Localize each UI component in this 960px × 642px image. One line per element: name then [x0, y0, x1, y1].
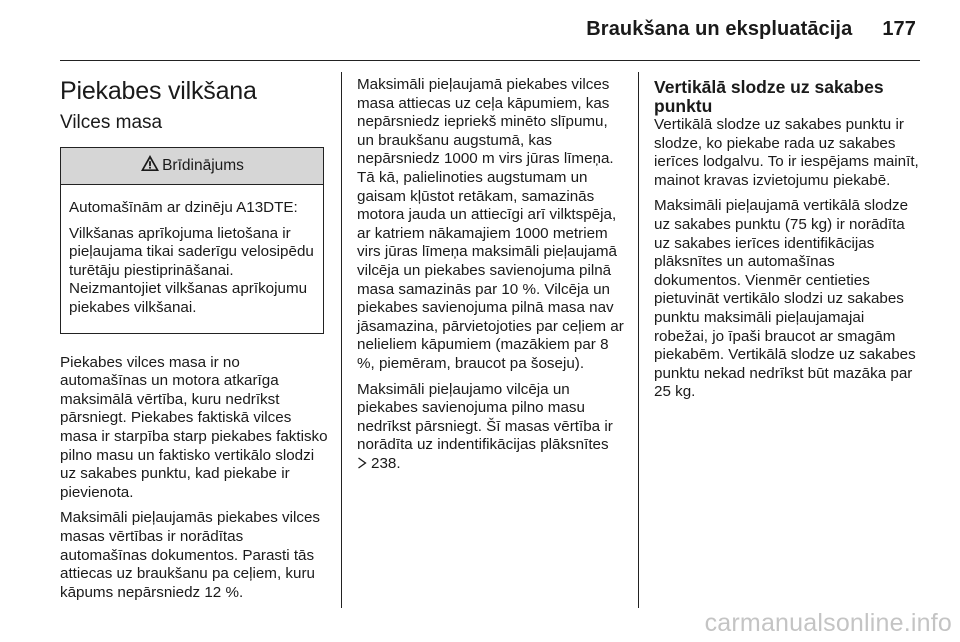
body-paragraph: Maksimāli pieļaujamās piekabes vilces masas vērtības ir norādītas automašīnas dokumentos. Parasti tās attiecas uz braukšanu pa ceļiem, kuru kāpums nepārsniedz 12 %.	[60, 509, 320, 601]
column-3	[654, 76, 922, 409]
subsection-title: Vertikālā slodze uz sakabes punktu	[654, 77, 884, 116]
chapter-title: Braukšana un ekspluatācija	[586, 18, 853, 40]
body-text: Maksimāli pieļaujamo vilcēja un piekabes savienojuma pilno masu nedrīkst pārsniegt. Šī masas vērtība ir norādīta uz indentifikācijas plāksnītes	[357, 380, 613, 454]
header-rule	[60, 60, 920, 61]
watermark: carmanualsonline.info	[704, 609, 952, 637]
column-divider-2	[638, 72, 639, 608]
body-paragraph	[357, 381, 627, 474]
page-number: 177	[882, 18, 916, 40]
column-divider-1	[341, 72, 342, 608]
cross-reference-arrow-icon	[357, 457, 367, 469]
warning-paragraph: Vilkšanas aprīkojuma lietošana ir pieļaujama tikai saderīgu velosipēdu turētāju piestiprināšanai. Neizmantojiet vilkšanas aprīkojumu piekabes vilkšanai.	[69, 224, 314, 316]
cross-reference-page: 238.	[371, 454, 401, 472]
cross-reference-link[interactable]	[357, 455, 401, 472]
column-1	[60, 76, 328, 609]
section-title: Piekabes vilkšana	[60, 77, 257, 105]
column-2	[357, 76, 627, 480]
warning-header	[61, 148, 323, 185]
running-header	[586, 18, 916, 41]
warning-body	[61, 185, 323, 333]
warning-triangle-icon	[140, 154, 160, 172]
body-paragraph: Piekabes vilces masa ir no automašīnas un motora atkarīga maksimālā vērtība, kuru nedrīkst pārsniegt. Piekabes faktiskā vilces masa ir starpība starp piekabes faktisko pilno masu un faktisko vertikālo slodzi uz sakabes punktu, kad piekabe ir pievienota.	[60, 353, 328, 501]
warning-paragraph: Automašīnām ar dzinēju A13DTE:	[69, 199, 298, 216]
subsection-title: Vilces masa	[60, 112, 163, 133]
body-paragraph: Vertikālā slodze uz sakabes punktu ir slodze, ko piekabe rada uz sakabes ierīces lodgalvu. To ir iespējams mainīt, mainot kravas izvietojumu piekabē.	[654, 116, 919, 189]
body-paragraph: Maksimāli pieļaujamā piekabes vilces masa attiecas uz ceļa kāpumiem, kas nepārsniedz iepriekš minēto slīpumu, un braukšanu augstumā, kas nepārsniedz 1000 m virs jūras līmeņa. Tā kā, palielinoties augstumam un gaisam kļūstot retākam, samazinās motora jauda un attiecīgi arī vilktspēja, ar katriem nākamajiem 1000 metriem virs jūras līmeņa maksimāli pieļaujamā vilcēja un piekabes savienojuma pilnā masa samazinās par 10 %. Vilcēja un piekabes savienojuma pilnā masa nav jāsamazina, pārvietojoties par ceļiem ar nelieliem kāpumiem (mazākiem par 8 %, piemēram, braucot pa šoseju).	[357, 76, 624, 372]
warning-box	[60, 147, 324, 334]
body-paragraph: Maksimāli pieļaujamā vertikālā slodze uz sakabes punktu (75 kg) ir norādīta uz sakabes ierīces identifikācijas plāksnītes un automašīnas dokumentos. Vienmēr centieties pietuvināt vertikālo slodzi uz sakabes punktu maksimāli pieļaujamajai robežai, jo īpaši braucot ar smagām piekabēm. Vertikālā slodze uz sakabes punktu nekad nedrīkst būt mazāka par 25 kg.	[654, 197, 916, 401]
warning-title: Brīdinājums	[162, 157, 244, 174]
